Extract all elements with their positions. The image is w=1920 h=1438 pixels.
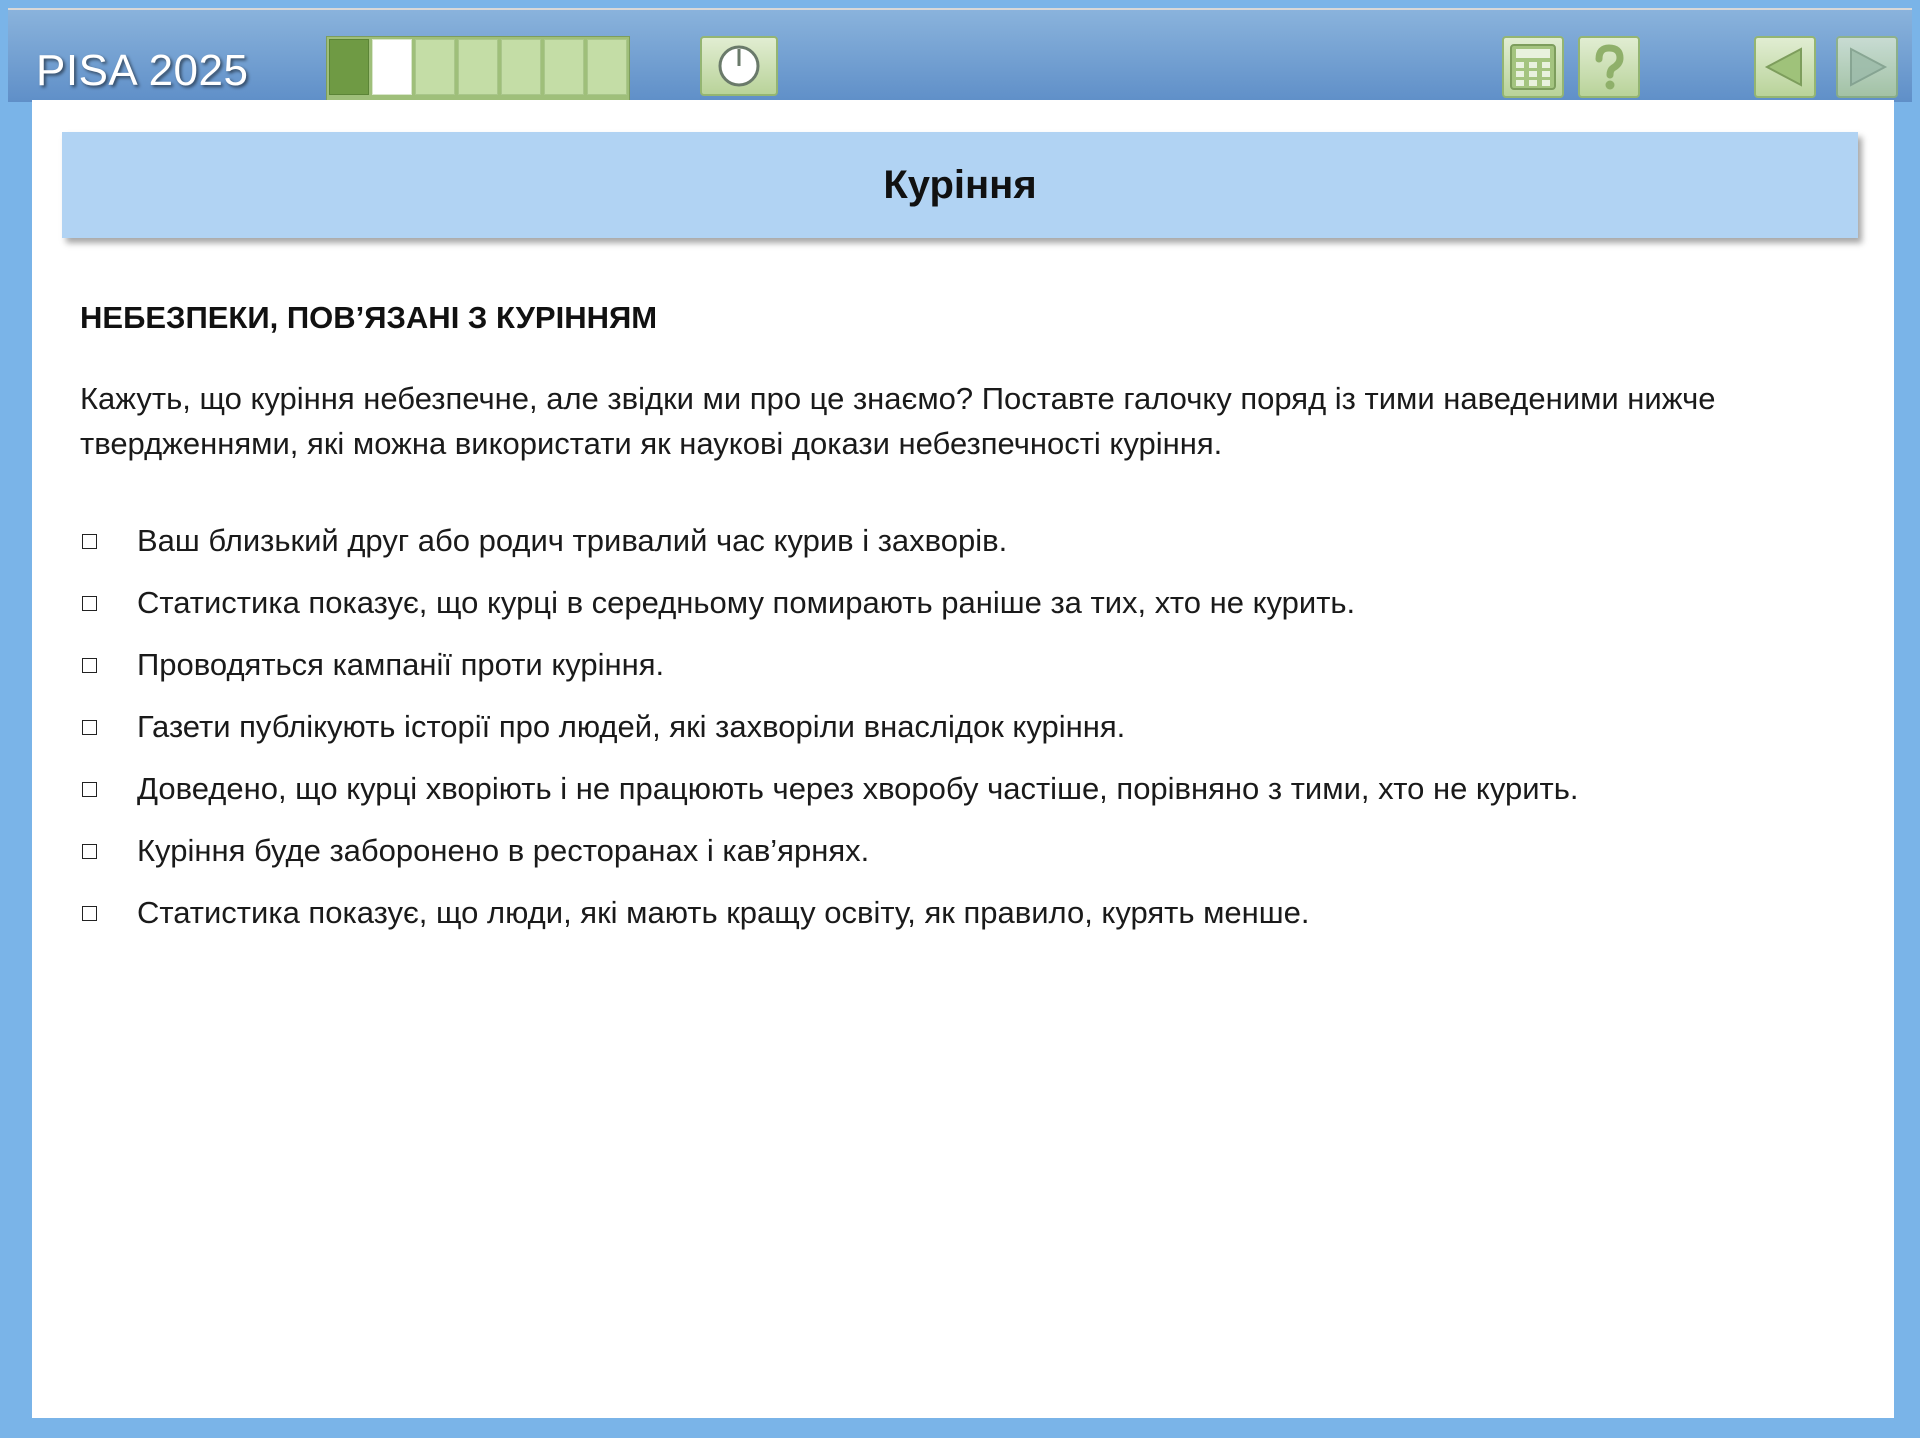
answer-option[interactable] xyxy=(80,634,1860,696)
option-checkbox[interactable] xyxy=(82,534,97,549)
timer-icon xyxy=(715,42,763,90)
option-checkbox[interactable] xyxy=(82,720,97,735)
help-icon xyxy=(1584,42,1634,92)
option-label: Газети публікують історії про людей, які захворіли внаслідок куріння. xyxy=(137,709,1126,744)
option-checkbox[interactable] xyxy=(82,596,97,611)
option-label: Статистика показує, що курці в середньому помирають раніше за тих, хто не курить. xyxy=(137,585,1356,620)
answer-option[interactable] xyxy=(80,820,1860,882)
back-button[interactable] xyxy=(1754,36,1816,98)
option-checkbox[interactable] xyxy=(82,906,97,921)
answer-options xyxy=(80,510,1860,944)
answer-option[interactable] xyxy=(80,696,1860,758)
option-label: Доведено, що курці хворіють і не працюють через хворобу частіше, порівняно з тими, хто не курить. xyxy=(137,771,1579,806)
answer-option[interactable] xyxy=(80,758,1860,820)
help-button[interactable] xyxy=(1578,36,1640,98)
calculator-icon xyxy=(1508,42,1558,92)
app-title: PISA 2025 xyxy=(36,46,249,95)
progress-segment xyxy=(544,39,584,95)
progress-segment xyxy=(415,39,455,95)
progress-segment xyxy=(587,39,627,95)
option-label: Проводяться кампанії проти куріння. xyxy=(137,647,665,682)
answer-option[interactable] xyxy=(80,882,1860,944)
progress-segment xyxy=(501,39,541,95)
top-toolbar xyxy=(8,8,1912,102)
next-button[interactable] xyxy=(1836,36,1898,98)
answer-option[interactable] xyxy=(80,510,1860,572)
next-arrow-icon xyxy=(1843,43,1891,91)
question-intro: Кажуть, що куріння небезпечне, але звідки ми про це знаємо? Поставте галочку поряд із тими наведеними нижче твердженнями, які можна використати як наукові докази небезпечності куріння. xyxy=(80,381,1716,461)
unit-title-bar xyxy=(62,132,1858,238)
timer-button[interactable] xyxy=(700,36,778,96)
calculator-button[interactable] xyxy=(1502,36,1564,98)
option-checkbox[interactable] xyxy=(82,782,97,797)
option-label: Куріння буде заборонено в ресторанах і кав’ярнях. xyxy=(137,833,870,868)
question-heading: НЕБЕЗПЕКИ, ПОВ’ЯЗАНІ З КУРІННЯМ xyxy=(80,300,658,335)
progress-segment xyxy=(372,39,412,95)
progress-segment xyxy=(458,39,498,95)
option-checkbox[interactable] xyxy=(82,844,97,859)
option-checkbox[interactable] xyxy=(82,658,97,673)
progress-segment xyxy=(329,39,369,95)
option-label: Статистика показує, що люди, які мають кращу освіту, як правило, курять менше. xyxy=(137,895,1310,930)
back-arrow-icon xyxy=(1761,43,1809,91)
content-panel xyxy=(32,100,1894,1418)
unit-title: Куріння xyxy=(883,162,1037,207)
progress-indicator xyxy=(326,36,630,102)
option-label: Ваш близький друг або родич тривалий час курив і захворів. xyxy=(137,523,1008,558)
answer-option[interactable] xyxy=(80,572,1860,634)
